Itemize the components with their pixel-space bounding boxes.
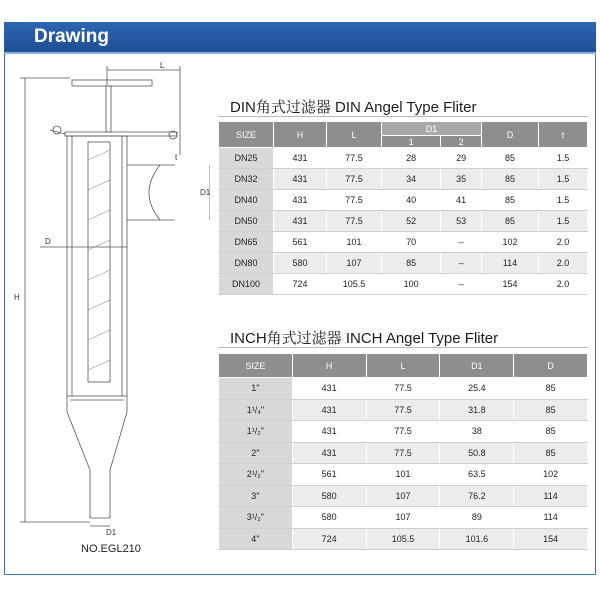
table-cell: 85 bbox=[514, 399, 588, 421]
table-cell: 89 bbox=[440, 507, 514, 529]
dim-label-d1-bottom: D1 bbox=[106, 528, 117, 537]
inch-header-size: SIZE bbox=[219, 354, 293, 378]
table-cell: 154 bbox=[482, 274, 539, 295]
size-cell: DN100 bbox=[219, 274, 274, 295]
size-cell: DN32 bbox=[219, 169, 274, 190]
table-cell: 431 bbox=[274, 211, 327, 232]
table-row bbox=[219, 253, 588, 274]
din-header-d: D bbox=[482, 122, 539, 148]
size-cell: DN65 bbox=[219, 232, 274, 253]
table-cell: 85 bbox=[514, 421, 588, 443]
table-cell: 31.8 bbox=[440, 399, 514, 421]
table-cell: 101 bbox=[327, 232, 382, 253]
table-cell: 1.5 bbox=[539, 169, 588, 190]
dim-label-l: L bbox=[160, 61, 165, 70]
table-cell: 580 bbox=[274, 253, 327, 274]
size-cell: 4" bbox=[219, 528, 293, 550]
din-spec-table bbox=[218, 121, 588, 295]
table-cell: 52 bbox=[382, 211, 441, 232]
table-cell: 580 bbox=[292, 507, 366, 529]
table-cell: 76.2 bbox=[440, 485, 514, 507]
table-cell: 114 bbox=[514, 485, 588, 507]
table-cell: 2.0 bbox=[539, 274, 588, 295]
size-cell: 1¹/₄" bbox=[219, 399, 293, 421]
table-row bbox=[219, 274, 588, 295]
table-cell: 431 bbox=[274, 148, 327, 169]
table-cell: 724 bbox=[292, 528, 366, 550]
table-cell: 77.5 bbox=[327, 211, 382, 232]
table-cell: 100 bbox=[382, 274, 441, 295]
table-cell: 53 bbox=[441, 211, 482, 232]
table-row bbox=[219, 528, 588, 550]
table-cell: – bbox=[441, 253, 482, 274]
size-cell: DN40 bbox=[219, 190, 274, 211]
size-cell: DN25 bbox=[219, 148, 274, 169]
inch-title-rule bbox=[218, 347, 588, 348]
table-cell: 114 bbox=[482, 253, 539, 274]
table-cell: 1.5 bbox=[539, 190, 588, 211]
din-header-d1-2: 2 bbox=[441, 136, 482, 148]
inch-table-body bbox=[219, 378, 588, 550]
table-row bbox=[219, 442, 588, 464]
table-cell: 1.5 bbox=[539, 148, 588, 169]
din-table-title: DIN角式过滤器 DIN Angel Type Fliter bbox=[230, 99, 477, 116]
table-cell: 431 bbox=[292, 421, 366, 443]
inch-header-l: L bbox=[366, 354, 440, 378]
table-cell: 561 bbox=[274, 232, 327, 253]
table-cell: 2.0 bbox=[539, 232, 588, 253]
din-table-body bbox=[219, 148, 588, 295]
table-cell: 101 bbox=[366, 464, 440, 486]
din-header-size: SIZE bbox=[219, 122, 274, 148]
table-cell: 85 bbox=[482, 211, 539, 232]
table-cell: 77.5 bbox=[366, 421, 440, 443]
table-row bbox=[219, 507, 588, 529]
table-cell: 77.5 bbox=[327, 148, 382, 169]
din-header-h: H bbox=[274, 122, 327, 148]
table-cell: 25.4 bbox=[440, 378, 514, 400]
table-cell: 105.5 bbox=[327, 274, 382, 295]
inch-header-d: D bbox=[514, 354, 588, 378]
table-cell: 77.5 bbox=[327, 169, 382, 190]
table-cell: 70 bbox=[382, 232, 441, 253]
table-cell: 431 bbox=[292, 399, 366, 421]
table-row bbox=[219, 399, 588, 421]
table-cell: 34 bbox=[382, 169, 441, 190]
dim-label-d1-side: D1 bbox=[200, 188, 210, 197]
table-cell: 28 bbox=[382, 148, 441, 169]
din-header-l: L bbox=[327, 122, 382, 148]
table-cell: 41 bbox=[441, 190, 482, 211]
table-cell: 724 bbox=[274, 274, 327, 295]
din-title-rule bbox=[218, 116, 588, 117]
strainer-body bbox=[67, 136, 127, 396]
section-header bbox=[4, 22, 596, 54]
table-cell: 50.8 bbox=[440, 442, 514, 464]
table-cell: 431 bbox=[292, 378, 366, 400]
strainer-cone bbox=[67, 396, 127, 518]
table-cell: 102 bbox=[514, 464, 588, 486]
size-cell: 1" bbox=[219, 378, 293, 400]
table-row bbox=[219, 485, 588, 507]
table-cell: 154 bbox=[514, 528, 588, 550]
table-cell: 107 bbox=[366, 485, 440, 507]
table-row bbox=[219, 211, 588, 232]
size-cell: DN80 bbox=[219, 253, 274, 274]
table-cell: 107 bbox=[327, 253, 382, 274]
table-cell: 105.5 bbox=[366, 528, 440, 550]
clamp-bolt-left bbox=[53, 126, 61, 134]
size-cell: DN50 bbox=[219, 211, 274, 232]
table-row bbox=[219, 169, 588, 190]
filter-screen bbox=[88, 142, 110, 382]
table-row bbox=[219, 464, 588, 486]
side-outlet bbox=[127, 165, 175, 220]
size-cell: 3" bbox=[219, 485, 293, 507]
dim-label-h: H bbox=[14, 293, 20, 302]
table-cell: 77.5 bbox=[327, 190, 382, 211]
din-header-d1-1: 1 bbox=[382, 136, 441, 148]
din-header-d1: D1 bbox=[382, 122, 482, 136]
table-row bbox=[219, 232, 588, 253]
dim-label-d: D bbox=[45, 237, 51, 246]
table-row bbox=[219, 421, 588, 443]
table-cell: 38 bbox=[440, 421, 514, 443]
inch-header-d1: D1 bbox=[440, 354, 514, 378]
inch-spec-table bbox=[218, 353, 588, 550]
inch-header-h: H bbox=[292, 354, 366, 378]
table-cell: 114 bbox=[514, 507, 588, 529]
size-cell: 2¹/₂" bbox=[219, 464, 293, 486]
strainer-drawing bbox=[10, 60, 210, 540]
table-cell: 77.5 bbox=[366, 399, 440, 421]
t-handle bbox=[72, 80, 152, 86]
table-cell: 85 bbox=[482, 169, 539, 190]
table-cell: – bbox=[441, 232, 482, 253]
table-cell: 1.5 bbox=[539, 211, 588, 232]
table-cell: 431 bbox=[274, 169, 327, 190]
table-cell: 431 bbox=[292, 442, 366, 464]
din-header-t: t bbox=[539, 122, 588, 148]
table-cell: 107 bbox=[366, 507, 440, 529]
table-cell: 40 bbox=[382, 190, 441, 211]
size-cell: 1¹/₂" bbox=[219, 421, 293, 443]
table-cell: 85 bbox=[382, 253, 441, 274]
table-cell: 101.6 bbox=[440, 528, 514, 550]
table-cell: 102 bbox=[482, 232, 539, 253]
table-cell: 561 bbox=[292, 464, 366, 486]
table-cell: 2.0 bbox=[539, 253, 588, 274]
table-cell: 63.5 bbox=[440, 464, 514, 486]
part-number: NO.EGL210 bbox=[81, 543, 141, 555]
table-cell: 85 bbox=[482, 148, 539, 169]
table-cell: 85 bbox=[482, 190, 539, 211]
table-cell: 85 bbox=[514, 442, 588, 464]
table-cell: 85 bbox=[514, 378, 588, 400]
table-cell: 29 bbox=[441, 148, 482, 169]
table-row bbox=[219, 378, 588, 400]
table-cell: 77.5 bbox=[366, 378, 440, 400]
table-cell: 580 bbox=[292, 485, 366, 507]
dim-label-t: t bbox=[175, 153, 178, 162]
table-cell: 77.5 bbox=[366, 442, 440, 464]
table-row bbox=[219, 148, 588, 169]
size-cell: 3¹/₂" bbox=[219, 507, 293, 529]
table-cell: 431 bbox=[274, 190, 327, 211]
inch-table-title: INCH角式过滤器 INCH Angel Type Fliter bbox=[230, 330, 499, 347]
section-title: Drawing bbox=[34, 26, 109, 47]
size-cell: 2" bbox=[219, 442, 293, 464]
table-cell: – bbox=[441, 274, 482, 295]
table-row bbox=[219, 190, 588, 211]
table-cell: 35 bbox=[441, 169, 482, 190]
